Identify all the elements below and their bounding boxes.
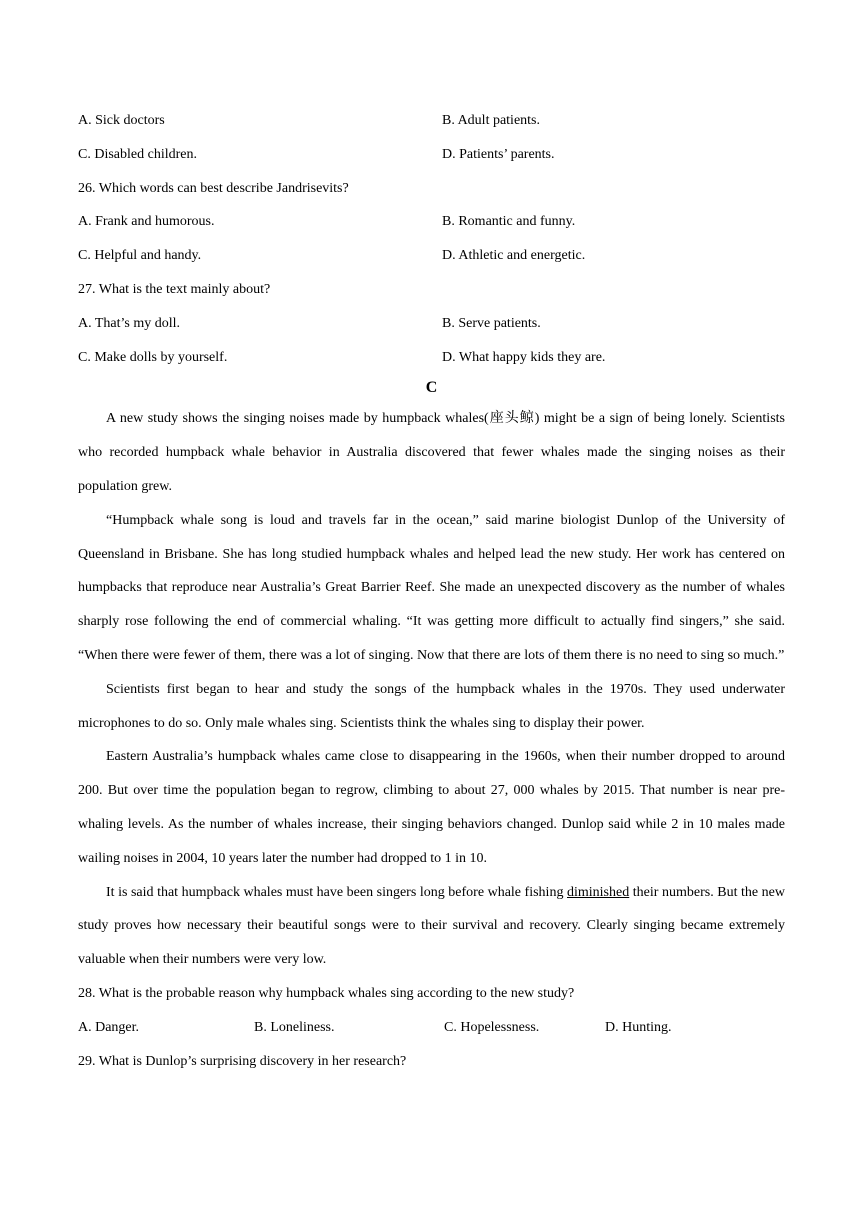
q25-options-row-2 <box>78 138 785 172</box>
q26-option-d: D. Athletic and energetic. <box>442 248 586 264</box>
passage-paragraph-4: Eastern Australia’s humpback whales came close to disappearing in the 1960s, when their number dropped to around 200. But over time the population began to regrow, climbing to about 27, 000 whales by 2015. That number is near pre-whaling levels. As the number of whales increase, their singing behaviors changed. Dunlop said while 2 in 10 males made wailing noises in 2004, 10 years later the number had dropped to 1 in 10. <box>78 749 785 866</box>
passage-paragraph-1: A new study shows the singing noises made by humpback whales(座头鲸) might be a sign of being lonely. Scientists who recorded humpback whale behavior in Australia discovered that fewer whales made the singing noises as their population grew. <box>78 411 785 494</box>
section-heading: C <box>425 379 438 397</box>
q26-option-a: A. Frank and humorous. <box>78 214 215 230</box>
q28-option-c: C. Hopelessness. <box>444 1019 540 1035</box>
q28-options-row <box>78 1011 785 1045</box>
q25-option-b: B. Adult patients. <box>442 113 540 128</box>
paragraph-5-text-before: It is said that humpback whales must have been singers long before whale fishing <box>106 884 567 900</box>
q27-options-row-1 <box>78 307 785 341</box>
q27-option-b: B. Serve patients. <box>442 315 541 331</box>
passage-paragraph-3: Scientists first began to hear and study the songs of the humpback whales in the 1970s. They used underwater microphones to do so. Only male whales sing. Scientists think the whales sing to display their power. <box>78 681 785 731</box>
q28-question: 28. What is the probable reason why humpback whales sing according to the new study? <box>78 985 575 1001</box>
paragraph-5-text-after: their numbers. But the new study proves how necessary their beautiful songs were to their survival and recovery. Clearly singing became extremely valuable when their numbers were very low. <box>78 884 785 968</box>
q26-options-row-2 <box>78 239 785 273</box>
q26-question: 26. Which words can best describe Jandrisevits? <box>78 180 349 196</box>
q27-question: 27. What is the text mainly about? <box>78 281 271 297</box>
passage-paragraph-5 <box>78 876 785 977</box>
q25-option-d: D. Patients’ parents. <box>442 146 555 162</box>
underlined-word: diminished <box>567 884 630 900</box>
q28-option-b: B. Loneliness. <box>254 1019 335 1035</box>
exam-page <box>78 104 785 1078</box>
q25-options-row-1 <box>78 104 785 138</box>
q26-option-c: C. Helpful and handy. <box>78 248 202 264</box>
q27-options-row-2 <box>78 341 785 375</box>
q28-option-a: A. Danger. <box>78 1019 140 1035</box>
passage-paragraph-2: “Humpback whale song is loud and travels far in the ocean,” said marine biologist Dunlop of the University of Queensland in Brisbane. She has long studied humpback whales and helped lead the new study. Her work has centered on humpbacks that reproduce near Australia’s Great Barrier Reef. She made an unexpected discovery as the number of whales sharply rose following the end of commercial whaling. “It was getting more difficult to actually find singers,” she said. “When there were fewer of them, there was a lot of singing. Now that there are lots of them there is no need to sing so much.” <box>78 512 785 663</box>
q26-option-b: B. Romantic and funny. <box>442 214 576 230</box>
q28-option-d: D. Hunting. <box>605 1019 672 1035</box>
q29-question: 29. What is Dunlop’s surprising discovery in her research? <box>78 1053 407 1069</box>
q25-option-a: A. Sick doctors <box>78 113 165 128</box>
q27-option-a: A. That’s my doll. <box>78 315 181 331</box>
q27-option-c: C. Make dolls by yourself. <box>78 349 228 365</box>
q25-option-c: C. Disabled children. <box>78 146 197 162</box>
q26-options-row-1 <box>78 205 785 239</box>
q27-option-d: D. What happy kids they are. <box>442 349 606 365</box>
